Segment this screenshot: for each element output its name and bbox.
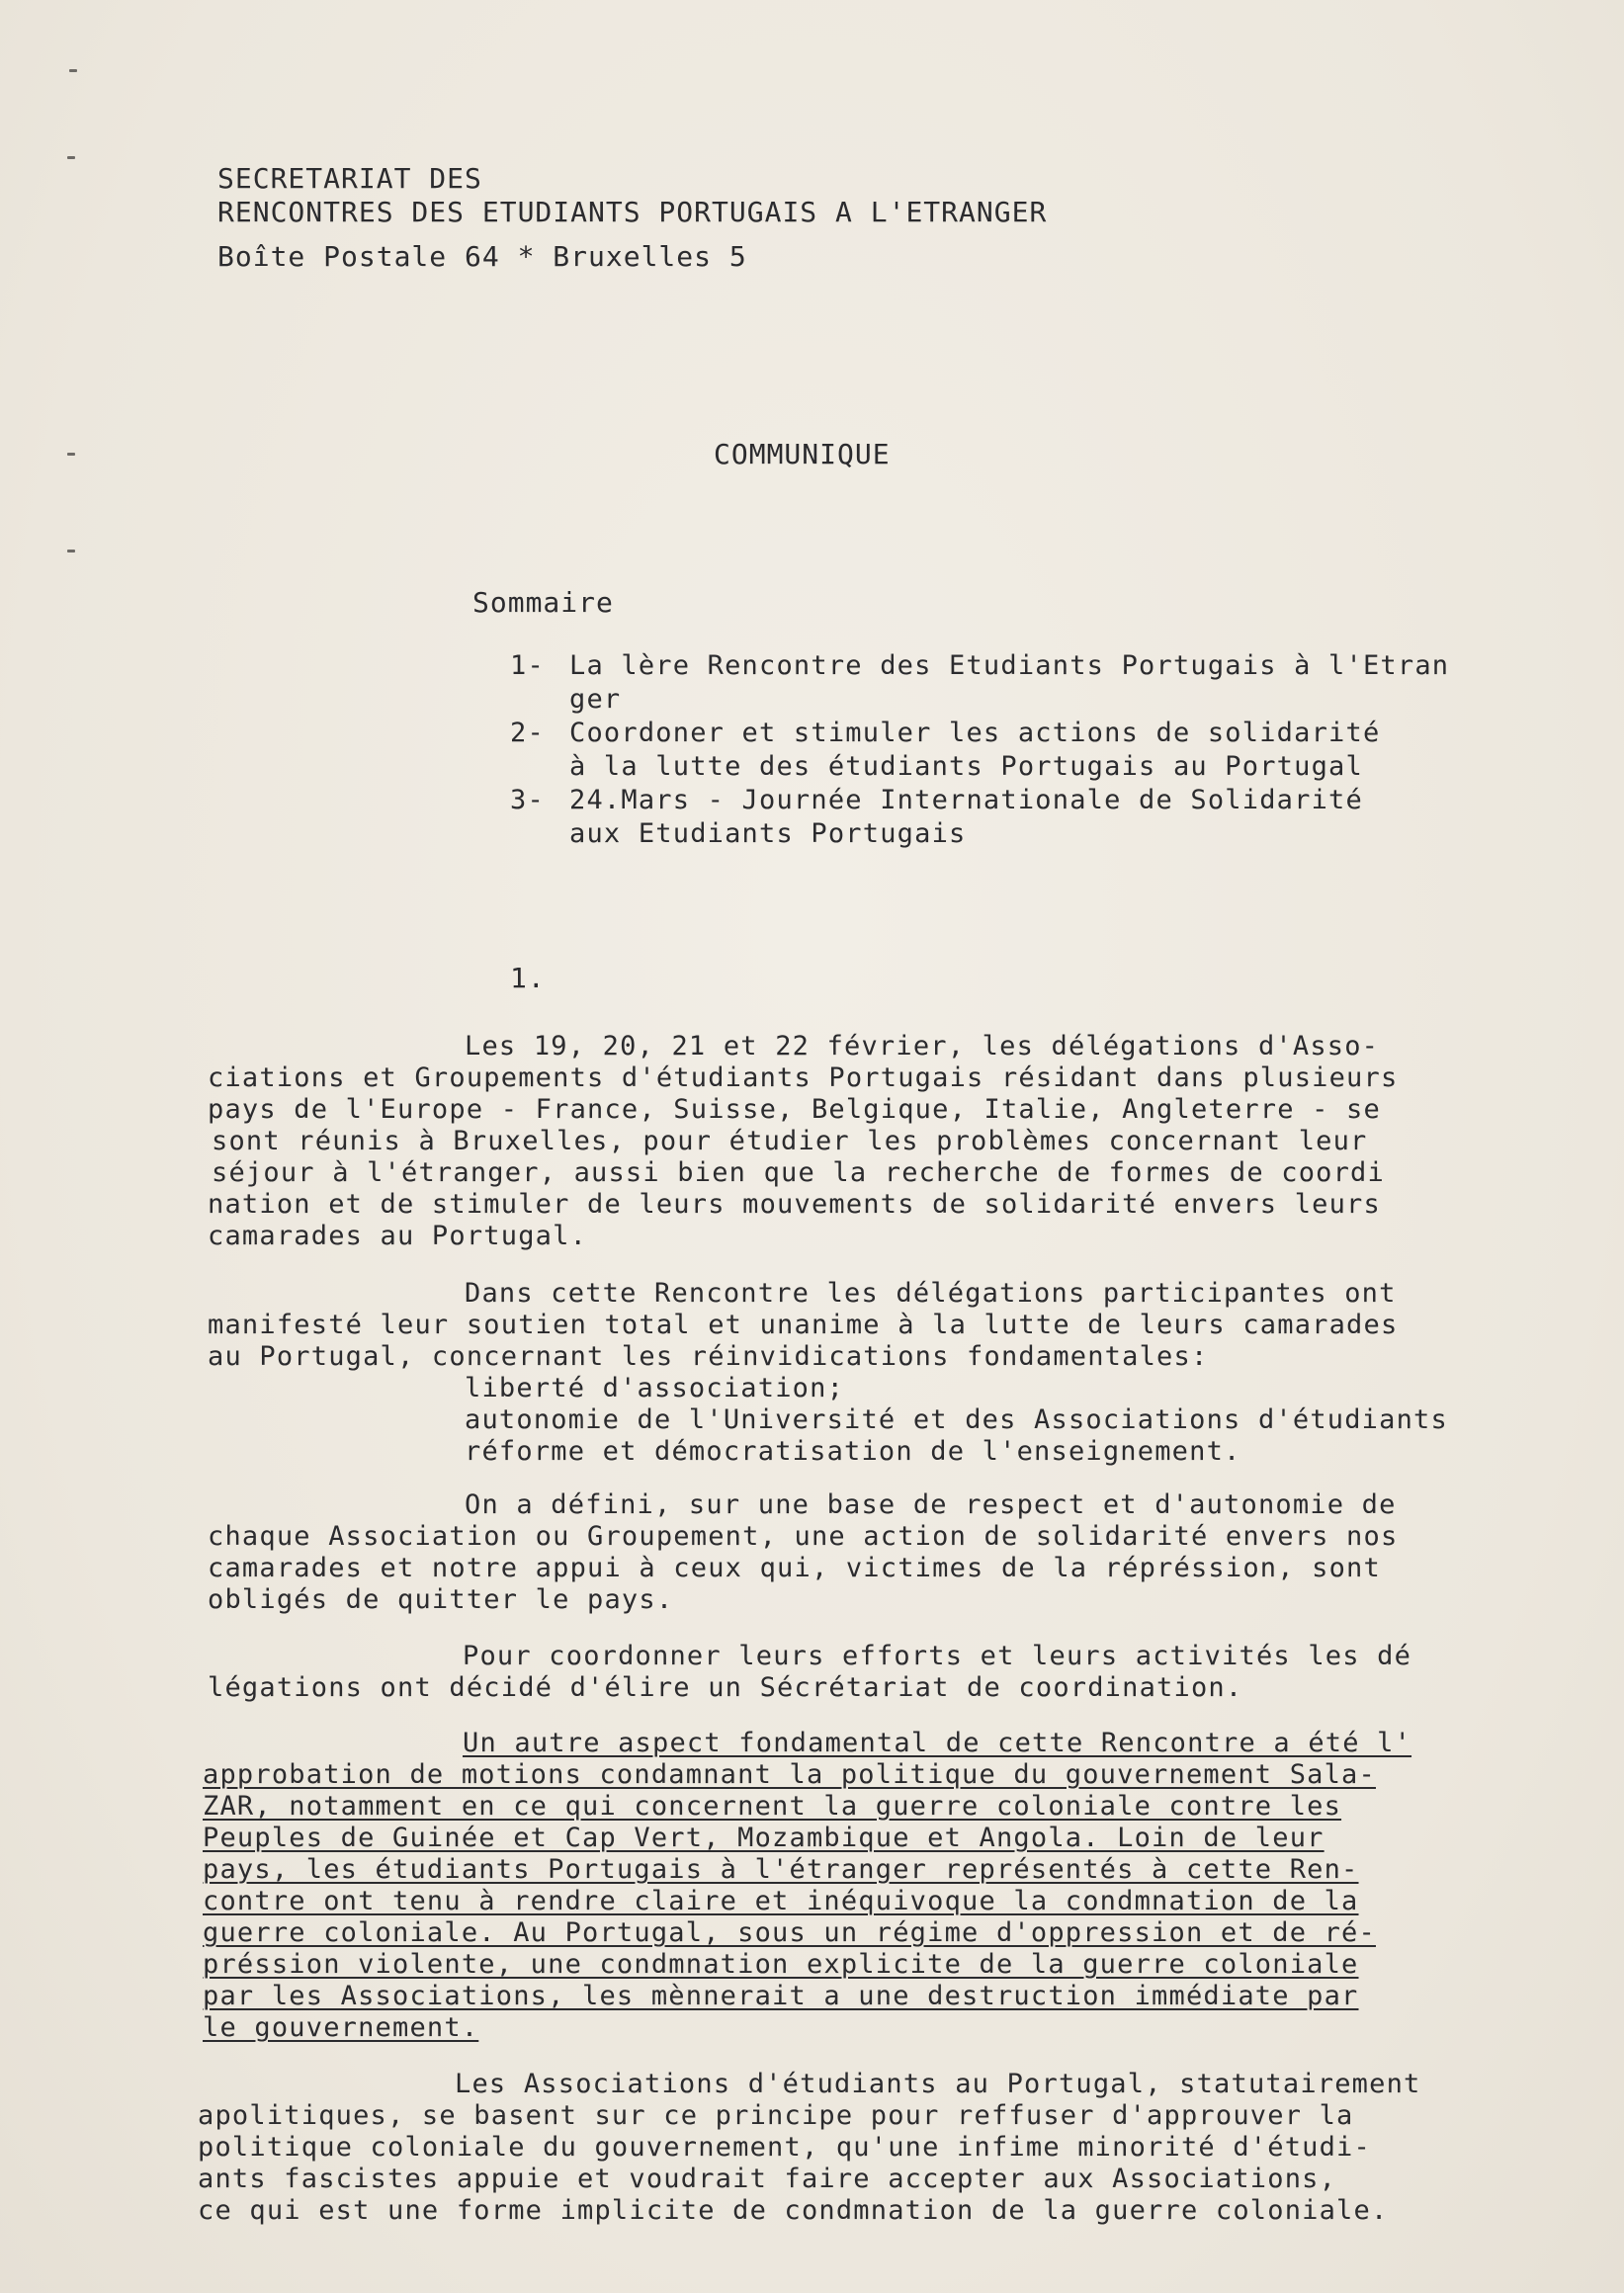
- sommaire-item-text: ger: [569, 684, 622, 715]
- paragraph-line: liberté d'association;: [465, 1373, 845, 1403]
- paragraph-line: Peuples de Guinée et Cap Vert, Mozambique et Angola. Loin de leur: [203, 1823, 1325, 1853]
- paragraph-line: légations ont décidé d'élire un Sécrétariat de coordination.: [208, 1672, 1243, 1703]
- sommaire-item-number: 1-: [510, 650, 545, 681]
- margin-mark: [67, 453, 75, 456]
- paragraph-line: camarades au Portugal.: [208, 1221, 588, 1251]
- paragraph-line: au Portugal, concernant les réinvidications fondamentales:: [208, 1341, 1209, 1372]
- paragraph-line: apolitiques, se basent sur ce principe pour reffuser d'approuver la: [198, 2100, 1354, 2131]
- paragraph-line: guerre coloniale. Au Portugal, sous un régime d'oppression et de ré-: [203, 1917, 1376, 1948]
- paragraph-line: approbation de motions condamnant la politique du gouvernement Sala-: [203, 1759, 1376, 1790]
- paragraph-line: contre ont tenu à rendre claire et inéquivoque la condmnation de la: [203, 1886, 1359, 1916]
- paragraph-line: nation et de stimuler de leurs mouvements de solidarité envers leurs: [208, 1189, 1381, 1220]
- document-title: COMMUNIQUE: [714, 438, 891, 470]
- paragraph-line: réforme et démocratisation de l'enseignement.: [465, 1436, 1241, 1467]
- paragraph-line: Pour coordonner leurs efforts et leurs activités les dé: [463, 1641, 1412, 1671]
- paragraph-line: Dans cette Rencontre les délégations participantes ont: [465, 1278, 1397, 1309]
- paragraph-line: par les Associations, les mènnerait a une destruction immédiate par: [203, 1981, 1359, 2011]
- section-number: 1.: [510, 962, 546, 994]
- sommaire-item-text: Coordoner et stimuler les actions de solidarité: [569, 718, 1381, 748]
- paragraph-line: Les Associations d'étudiants au Portugal, statutairement: [455, 2069, 1421, 2099]
- sommaire-item-text: 24.Mars - Journée Internationale de Solidarité: [569, 785, 1363, 815]
- margin-mark: [67, 156, 75, 159]
- sommaire-item-text: La lère Rencontre des Etudiants Portugais à l'Etran: [569, 650, 1450, 681]
- paragraph-line: ce qui est une forme implicite de condmnation de la guerre coloniale.: [198, 2195, 1389, 2226]
- paragraph-line: politique coloniale du gouvernement, qu'une infime minorité d'étudi-: [198, 2132, 1371, 2163]
- paragraph-line: préssion violente, une condmnation explicite de la guerre coloniale: [203, 1949, 1359, 1980]
- sommaire-item-number: 3-: [510, 785, 545, 815]
- paragraph-line: chaque Association ou Groupement, une action de solidarité envers nos: [208, 1521, 1399, 1552]
- paragraph-line: On a défini, sur une base de respect et d'autonomie de: [465, 1489, 1397, 1520]
- paragraph-line: manifesté leur soutien total et unanime à la lutte de leurs camarades: [208, 1310, 1399, 1340]
- paragraph-line: Les 19, 20, 21 et 22 février, les délégations d'Asso-: [465, 1031, 1380, 1062]
- sommaire-item-number: 2-: [510, 718, 545, 748]
- paragraph-line: sont réunis à Bruxelles, pour étudier les problèmes concernant leur: [212, 1126, 1368, 1156]
- paragraph-line: ants fascistes appuie et voudrait faire accepter aux Associations,: [198, 2164, 1337, 2194]
- sommaire-heading: Sommaire: [472, 586, 614, 619]
- letterhead-line-1: SECRETARIAT DES: [217, 162, 482, 195]
- paragraph-line: camarades et notre appui à ceux qui, victimes de la répréssion, sont: [208, 1553, 1381, 1583]
- margin-mark: [69, 69, 77, 72]
- paragraph-line: pays, les étudiants Portugais à l'étranger représentés à cette Ren-: [203, 1854, 1359, 1885]
- sommaire-item-text: aux Etudiants Portugais: [569, 818, 967, 849]
- paragraph-line: Un autre aspect fondamental de cette Rencontre a été l': [463, 1728, 1412, 1758]
- paragraph-line: séjour à l'étranger, aussi bien que la recherche de formes de coordi: [212, 1157, 1385, 1188]
- letterhead-line-2: RENCONTRES DES ETUDIANTS PORTUGAIS A L'ETRANGER: [217, 196, 1048, 228]
- margin-mark: [67, 550, 75, 552]
- paragraph-line: pays de l'Europe - France, Suisse, Belgique, Italie, Angleterre - se: [208, 1094, 1381, 1125]
- paragraph-line: obligés de quitter le pays.: [208, 1584, 674, 1615]
- paragraph-line: autonomie de l'Université et des Associations d'étudiants: [465, 1404, 1448, 1435]
- sommaire-item-text: à la lutte des étudiants Portugais au Portugal: [569, 751, 1363, 782]
- paragraph-line: ciations et Groupements d'étudiants Portugais résidant dans plusieurs: [208, 1062, 1399, 1093]
- paragraph-line: le gouvernement.: [203, 2012, 479, 2043]
- paragraph-line: ZAR, notamment en ce qui concernent la guerre coloniale contre les: [203, 1791, 1342, 1822]
- letterhead-address: Boîte Postale 64 * Bruxelles 5: [217, 240, 747, 273]
